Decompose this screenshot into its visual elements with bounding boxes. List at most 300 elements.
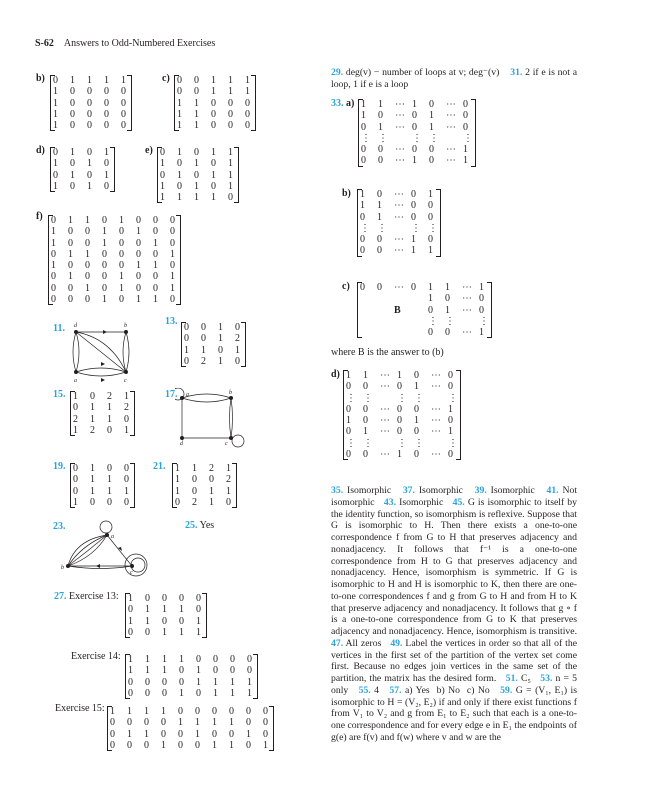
matrix-cell: 1 xyxy=(160,158,165,170)
matrix-cell: 0 xyxy=(104,97,109,109)
matrix-cell: 0 xyxy=(53,147,58,158)
matrix-cell: 0 xyxy=(360,211,365,223)
exercise-33-c-label: c) xyxy=(342,281,350,292)
matrix-row xyxy=(360,212,438,223)
page-header xyxy=(35,38,215,49)
matrix-cell: 0 xyxy=(247,654,252,665)
matrix-cell: 2 xyxy=(226,474,231,486)
matrix-table xyxy=(177,75,253,131)
matrix-cell: 0 xyxy=(107,424,112,436)
matrix-cell: 0 xyxy=(102,271,107,283)
matrix-cell: 0 xyxy=(445,327,450,339)
graph-11 xyxy=(65,320,130,385)
matrix-cell: 0 xyxy=(235,355,240,367)
matrix-cell: 1 xyxy=(170,271,175,283)
matrix-cell: 0 xyxy=(107,463,112,474)
matrix-row xyxy=(110,706,271,717)
matrix-cell: 0 xyxy=(218,344,223,356)
matrix-cell: 0 xyxy=(178,728,183,740)
matrix-27-exercise-14 xyxy=(125,654,258,699)
matrix-cell: 0 xyxy=(201,322,206,333)
matrix-cell: 0 xyxy=(448,449,453,461)
matrix-cell: 0 xyxy=(397,415,402,427)
matrix-row xyxy=(53,170,112,181)
matrix-cell: 1 xyxy=(194,180,199,192)
matrix-cell: 0 xyxy=(73,402,78,414)
matrix-cell: 1 xyxy=(448,426,453,438)
matrix-row xyxy=(128,665,255,676)
matrix-cell: 1 xyxy=(211,169,216,181)
matrix-cell: 0 xyxy=(179,676,184,688)
matrix-cell: 0 xyxy=(414,426,419,438)
matrix-row xyxy=(360,200,438,211)
matrix-table xyxy=(175,463,234,508)
matrix-cell: 1 xyxy=(107,485,112,497)
matrix-cell: 1 xyxy=(53,108,58,120)
matrix-row xyxy=(160,170,236,181)
matrix-cell: 2 xyxy=(90,424,95,436)
matrix-cell: ⋮ xyxy=(448,437,458,449)
vertex-d-label: d xyxy=(74,323,77,329)
matrix-cell: ⋯ xyxy=(395,155,405,167)
matrix-cell: 1 xyxy=(211,86,216,98)
matrix-cell: 0 xyxy=(377,245,382,257)
matrix-33c-note: where B is the answer to (b) xyxy=(331,347,444,358)
matrix-cell: 0 xyxy=(87,147,92,158)
matrix-cell: 1 xyxy=(194,108,199,120)
label-text: a) xyxy=(346,98,355,109)
matrix-cell: 1 xyxy=(136,260,141,272)
matrix-cell: 1 xyxy=(209,485,214,497)
matrix-cell: ⋯ xyxy=(395,110,405,122)
matrix-cell: 0 xyxy=(127,739,132,751)
matrix-cell: 0 xyxy=(177,75,182,86)
matrix-cell: 0 xyxy=(412,121,417,133)
matrix-row xyxy=(73,402,132,413)
matrix-row xyxy=(346,438,458,449)
matrix-cell: 1 xyxy=(127,728,132,740)
matrix-cell: 0 xyxy=(411,200,416,212)
matrix-cell: 0 xyxy=(213,654,218,665)
matrix-cell: 1 xyxy=(445,304,450,316)
matrix-cell: 0 xyxy=(226,496,231,508)
matrix-cell: 1 xyxy=(196,676,201,688)
answer-text: n = 5 only xyxy=(331,673,580,696)
matrix-cell: 1 xyxy=(73,496,78,508)
matrix-cell: 1 xyxy=(230,676,235,688)
matrix-cell: 1 xyxy=(51,226,56,238)
graph-23 xyxy=(60,515,170,585)
matrix-cell: 1 xyxy=(68,271,73,283)
matrix-row xyxy=(128,593,204,604)
matrix-cell xyxy=(360,327,377,338)
answers-29-31 xyxy=(331,67,580,91)
matrix-cell: 1 xyxy=(245,75,250,86)
exercise-27-number: 27. xyxy=(54,591,67,602)
matrix-cell: 0 xyxy=(196,654,201,665)
matrix-cell: ⋯ xyxy=(394,282,404,293)
matrix-row xyxy=(53,75,129,86)
matrix-cell xyxy=(395,133,412,144)
exercise-17-number: 17. xyxy=(165,389,178,400)
matrix-cell: 0 xyxy=(263,717,268,729)
matrix-cell: ⋮ xyxy=(397,437,407,449)
matrix-cell: 1 xyxy=(229,717,234,729)
matrix-row xyxy=(184,345,243,356)
matrix-row xyxy=(361,110,473,121)
matrix-row xyxy=(110,740,271,751)
matrix-cell: 2 xyxy=(124,402,129,414)
label-e: e) xyxy=(145,145,153,156)
matrix-cell: 0 xyxy=(145,687,150,699)
matrix-cell: 0 xyxy=(145,593,150,604)
matrix-row xyxy=(184,322,243,333)
vertex-c-label: c xyxy=(124,378,127,384)
matrix-cell: 0 xyxy=(104,120,109,132)
matrix-table xyxy=(346,370,458,460)
matrix-cell: 0 xyxy=(429,99,434,110)
matrix-cell: 1 xyxy=(121,75,126,86)
matrix-cell: 2 xyxy=(209,463,214,474)
matrix-row xyxy=(128,604,204,615)
matrix-cell: 0 xyxy=(194,75,199,86)
matrix-cell: 1 xyxy=(377,200,382,212)
matrix-cell: 1 xyxy=(377,211,382,223)
matrix-cell: 0 xyxy=(361,155,366,167)
matrix-cell: ⋮ xyxy=(445,315,455,327)
matrix-cell: ⋮ xyxy=(429,132,439,144)
matrix-cell: ⋮ xyxy=(377,222,387,234)
matrix-cell: 1 xyxy=(127,706,132,717)
matrix-cell: 1 xyxy=(429,110,434,122)
matrix-cell: 1 xyxy=(228,147,233,158)
matrix-cell: ⋮ xyxy=(363,437,373,449)
matrix-cell: ⋮ xyxy=(378,132,388,144)
matrix-cell: 1 xyxy=(363,370,368,381)
matrix-row xyxy=(175,474,234,485)
matrix-row xyxy=(160,192,236,203)
exercise-27-e13-label xyxy=(54,591,119,602)
matrix-row xyxy=(361,133,473,144)
matrix-cell: 0 xyxy=(136,248,141,260)
matrix-cell xyxy=(380,393,397,404)
matrix-cell: 0 xyxy=(195,739,200,751)
matrix-cell: 0 xyxy=(378,110,383,122)
matrix-cell: 0 xyxy=(194,169,199,181)
matrix-cell: 0 xyxy=(177,180,182,192)
matrix-cell xyxy=(360,316,377,327)
matrix-row xyxy=(53,147,112,158)
matrix-cell: 1 xyxy=(145,604,150,616)
matrix-cell: 0 xyxy=(184,322,189,333)
matrix-cell: 1 xyxy=(247,687,252,699)
matrix-cell: 1 xyxy=(428,293,433,305)
matrix-cell: 1 xyxy=(378,99,383,110)
matrix-cell: ⋯ xyxy=(380,449,390,461)
matrix-cell: ⋯ xyxy=(380,426,390,438)
exercise-27-e15-label: Exercise 15: xyxy=(55,703,105,714)
matrix-cell: 0 xyxy=(102,248,107,260)
matrix-cell: 1 xyxy=(196,615,201,627)
matrix-cell: 1 xyxy=(68,215,73,226)
answer-text: a) Yes b) No c) No xyxy=(401,684,501,696)
matrix-cell: 0 xyxy=(377,189,382,200)
matrix-cell: 0 xyxy=(144,717,149,729)
matrix-cell: ⋯ xyxy=(395,121,405,133)
matrix-cell: 1 xyxy=(104,169,109,181)
matrix-cell: 0 xyxy=(211,158,216,170)
matrix-cell: 1 xyxy=(448,403,453,415)
matrix-cell: ⋮ xyxy=(346,437,356,449)
matrix-cell: 0 xyxy=(162,615,167,627)
matrix-cell: 1 xyxy=(412,99,417,110)
matrix-cell: 0 xyxy=(102,215,107,226)
matrix-cell: 1 xyxy=(213,676,218,688)
matrix-cell: 0 xyxy=(245,108,250,120)
matrix-cell: 1 xyxy=(85,248,90,260)
matrix-c xyxy=(174,75,256,131)
matrix-21 xyxy=(172,463,237,508)
matrix-cell xyxy=(380,438,397,449)
matrix-cell: 0 xyxy=(73,485,78,497)
matrix-row xyxy=(346,426,458,437)
matrix-cell: 0 xyxy=(119,226,124,238)
matrix-row xyxy=(346,415,458,426)
matrix-cell: 1 xyxy=(73,424,78,436)
matrix-27-exercise-13 xyxy=(125,593,207,638)
answer-number: 47. xyxy=(331,637,344,649)
matrix-cell: 0 xyxy=(128,626,133,638)
matrix-cell: 1 xyxy=(175,474,180,486)
matrix-cell: 0 xyxy=(192,474,197,486)
answer-text: All zeros xyxy=(343,637,391,649)
matrix-cell: 0 xyxy=(414,449,419,461)
matrix-cell: 0 xyxy=(397,381,402,393)
matrix-row xyxy=(175,497,234,508)
matrix-row xyxy=(160,147,236,158)
matrix-cell: ⋮ xyxy=(428,315,438,327)
matrix-cell xyxy=(377,293,394,304)
matrix-cell: 1 xyxy=(90,413,95,425)
matrix-cell xyxy=(411,316,428,327)
matrix-cell: 1 xyxy=(73,391,78,402)
matrix-cell: 0 xyxy=(104,180,109,192)
matrix-cell: 0 xyxy=(228,97,233,109)
matrix-cell: 1 xyxy=(136,226,141,238)
matrix-row xyxy=(346,404,458,415)
matrix-cell: 0 xyxy=(361,144,366,156)
matrix-cell: 0 xyxy=(73,463,78,474)
matrix-cell: 1 xyxy=(228,75,233,86)
matrix-cell: 0 xyxy=(153,226,158,238)
matrix-cell: 1 xyxy=(378,121,383,133)
matrix-cell: 1 xyxy=(162,654,167,665)
matrix-row xyxy=(53,109,129,120)
matrix-table xyxy=(160,147,236,203)
matrix-cell: 0 xyxy=(53,75,58,86)
matrix-cell: 1 xyxy=(218,333,223,345)
matrix-cell: 0 xyxy=(397,403,402,415)
matrix-cell: 1 xyxy=(119,271,124,283)
matrix-cell: 0 xyxy=(68,260,73,272)
matrix-cell: 1 xyxy=(85,215,90,226)
matrix-cell: 1 xyxy=(90,474,95,486)
matrix-cell: 0 xyxy=(68,294,73,306)
matrix-row xyxy=(360,293,489,304)
exercise-33-number: 33. xyxy=(331,98,344,109)
matrix-cell: 0 xyxy=(136,271,141,283)
matrix-cell: 0 xyxy=(414,370,419,381)
matrix-cell: ⋯ xyxy=(380,381,390,393)
answer-text: deg(v) − number of loops at v; deg⁻(v) xyxy=(343,67,511,78)
answer-number: 45. xyxy=(452,496,465,508)
matrix-row xyxy=(110,729,271,740)
matrix-cell: 0 xyxy=(90,391,95,402)
matrix-13 xyxy=(181,322,246,367)
matrix-row xyxy=(184,333,243,344)
matrix-cell: ⋯ xyxy=(462,293,472,305)
matrix-cell: 1 xyxy=(230,687,235,699)
matrix-row xyxy=(175,463,234,474)
vertex-a-label: a xyxy=(186,392,189,398)
matrix-cell: 0 xyxy=(363,381,368,393)
matrix-cell: 1 xyxy=(360,200,365,212)
matrix-cell: 0 xyxy=(211,97,216,109)
matrix-row xyxy=(73,425,132,436)
matrix-cell: ⋯ xyxy=(446,110,456,122)
graph-17 xyxy=(175,388,255,458)
matrix-cell: ⋯ xyxy=(431,415,441,427)
exercise-25-answer xyxy=(185,520,214,531)
exercise-21-number: 21. xyxy=(153,461,166,472)
matrix-table xyxy=(361,99,473,167)
matrix-cell: 1 xyxy=(160,180,165,192)
matrix-cell: 0 xyxy=(196,604,201,616)
matrix-f xyxy=(48,215,181,305)
matrix-cell: 0 xyxy=(184,355,189,367)
matrix-cell: 0 xyxy=(87,120,92,132)
matrix-cell: 1 xyxy=(228,180,233,192)
matrix-cell: ⋯ xyxy=(462,327,472,339)
matrix-cell: 1 xyxy=(178,717,183,729)
matrix-cell: ⋯ xyxy=(431,381,441,393)
matrix-cell: 1 xyxy=(124,391,129,402)
matrix-cell: 1 xyxy=(87,75,92,86)
matrix-cell: 0 xyxy=(53,169,58,181)
matrix-cell: 0 xyxy=(212,728,217,740)
matrix-cell: 0 xyxy=(121,120,126,132)
vertex-b-label: b xyxy=(61,565,64,571)
matrix-cell: 1 xyxy=(177,97,182,109)
matrix-cell: 0 xyxy=(70,97,75,109)
matrix-row xyxy=(346,449,458,460)
matrix-cell: 0 xyxy=(153,282,158,294)
vertex-b-label: b xyxy=(229,390,232,396)
matrix-cell: 1 xyxy=(68,248,73,260)
matrix-cell: 1 xyxy=(245,86,250,98)
answer-number: 55. xyxy=(358,684,371,696)
matrix-cell: 0 xyxy=(145,676,150,688)
matrix-cell: 0 xyxy=(160,169,165,181)
matrix-cell: 0 xyxy=(463,99,468,110)
matrix-cell: 0 xyxy=(104,158,109,170)
exercise-33-b-label: b) xyxy=(342,188,351,199)
answer-text: Isomorphic xyxy=(486,485,547,496)
matrix-cell: 0 xyxy=(119,237,124,249)
matrix-19 xyxy=(70,463,135,508)
matrix-cell: 1 xyxy=(196,626,201,638)
matrix-cell: 1 xyxy=(53,180,58,192)
matrix-cell: 1 xyxy=(463,155,468,167)
matrix-cell: 1 xyxy=(90,402,95,414)
matrix-cell: 0 xyxy=(229,728,234,740)
matrix-row xyxy=(175,486,234,497)
matrix-cell: 0 xyxy=(479,293,484,305)
matrix-cell: 0 xyxy=(87,108,92,120)
matrix-cell: 0 xyxy=(428,304,433,316)
matrix-cell: 1 xyxy=(411,245,416,257)
vertex-d-label: d xyxy=(180,441,183,447)
answer-number: 57. xyxy=(389,684,402,696)
matrix-cell: 1 xyxy=(153,294,158,306)
matrix-cell: 0 xyxy=(194,86,199,98)
matrix-table xyxy=(73,391,132,436)
matrix-cell: 1 xyxy=(175,463,180,474)
matrix-cell: ⋮ xyxy=(414,392,424,404)
matrix-cell: 1 xyxy=(177,192,182,204)
answer-text: Label the vertices in order so that all of the vertices in the first set of the partition of the vertex set come first. Because no edges join vertices in the same set of the partition, the matrix has the desired form. xyxy=(331,637,580,684)
matrix-cell: 1 xyxy=(428,282,433,293)
exercise-19-number: 19. xyxy=(53,461,66,472)
matrix-cell: 0 xyxy=(104,108,109,120)
matrix-row xyxy=(360,189,438,200)
matrix-row xyxy=(110,717,271,728)
matrix-cell: 1 xyxy=(162,626,167,638)
matrix-cell: ⋮ xyxy=(428,222,438,234)
matrix-cell: 0 xyxy=(160,147,165,158)
matrix-row xyxy=(128,616,204,627)
matrix-cell: 1 xyxy=(226,463,231,474)
matrix-cell: 0 xyxy=(51,282,56,294)
matrix-cell: 0 xyxy=(196,593,201,604)
matrix-row xyxy=(177,86,253,97)
matrix-table xyxy=(110,706,271,751)
matrix-cell: 0 xyxy=(51,215,56,226)
matrix-cell: 1 xyxy=(361,99,366,110)
matrix-cell: 1 xyxy=(196,665,201,677)
exercise-25-text: Yes xyxy=(199,520,215,531)
matrix-cell: 0 xyxy=(162,593,167,604)
matrix-row xyxy=(361,155,473,166)
matrix-cell: 0 xyxy=(179,615,184,627)
matrix-cell: 1 xyxy=(107,402,112,414)
matrix-cell: 1 xyxy=(194,158,199,170)
matrix-cell: 1 xyxy=(479,327,484,339)
matrix-cell xyxy=(394,223,411,234)
matrix-cell: 1 xyxy=(124,485,129,497)
matrix-cell: 2 xyxy=(235,333,240,345)
exercise-27-e14-label: Exercise 14: xyxy=(71,651,121,662)
matrix-cell: 0 xyxy=(360,282,365,293)
matrix-cell: 0 xyxy=(411,282,416,293)
matrix-cell: 0 xyxy=(479,304,484,316)
answer-text: Isomorphic xyxy=(396,496,453,508)
matrix-cell: 1 xyxy=(211,147,216,158)
matrix-cell: 1 xyxy=(53,86,58,98)
matrix-cell: 1 xyxy=(144,728,149,740)
matrix-cell: 1 xyxy=(119,282,124,294)
matrix-cell: 0 xyxy=(51,294,56,306)
